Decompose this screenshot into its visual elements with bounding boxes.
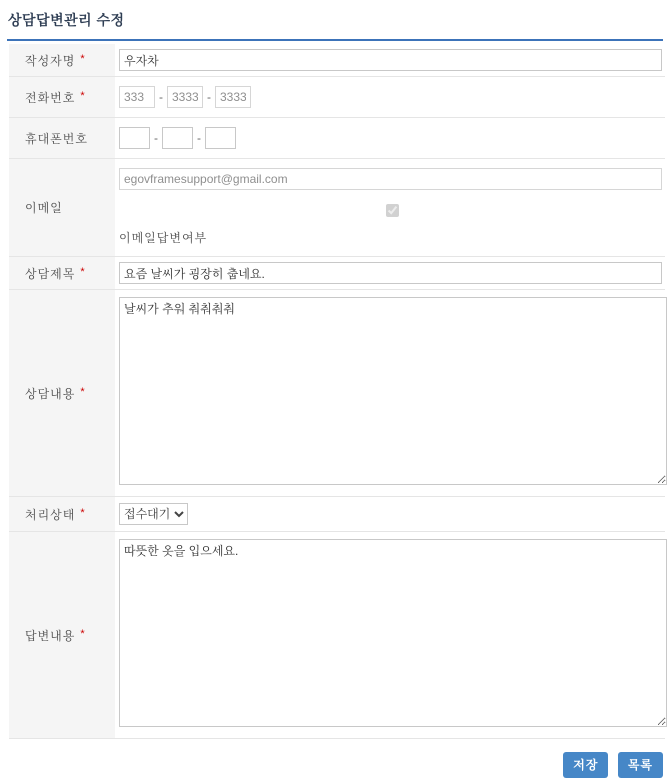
phone-part-3-input[interactable]: [215, 86, 251, 108]
consult-content-label-cell: [9, 290, 115, 496]
process-status-label-cell: [9, 497, 115, 531]
mobile-label-cell: [9, 118, 115, 158]
answer-content-label-cell: [9, 532, 115, 738]
phone-separator: -: [159, 90, 163, 104]
mobile-separator: -: [197, 131, 201, 145]
process-status-select[interactable]: [119, 503, 188, 525]
email-label-cell: [9, 159, 115, 256]
email-input[interactable]: [119, 168, 662, 190]
answer-content-textarea[interactable]: [119, 539, 667, 727]
row-phone-number: [9, 77, 665, 118]
required-mark: *: [80, 628, 86, 640]
subject-value-cell: [115, 257, 665, 289]
phone-value-cell: [115, 77, 665, 117]
consult-content-value-cell: [115, 290, 667, 496]
required-mark: *: [80, 386, 86, 398]
answer-content-label: 답변내용: [25, 628, 76, 643]
page-title: 상담답변관리 수정: [8, 12, 125, 28]
email-reply-checkbox-line: [119, 201, 665, 220]
row-consult-content: [9, 290, 665, 497]
writer-name-value-cell: [115, 44, 665, 76]
answer-content-value-cell: [115, 532, 667, 738]
phone-part-1-input[interactable]: [119, 86, 155, 108]
email-reply-label: 이메일답변여부: [119, 231, 208, 245]
phone-label-cell: [9, 77, 115, 117]
row-process-status: [9, 497, 665, 532]
process-status-label: 처리상태: [25, 507, 76, 522]
required-mark: *: [80, 53, 86, 65]
phone-separator: -: [207, 90, 211, 104]
writer-name-label: 작성자명: [25, 53, 76, 68]
mobile-value-cell: [115, 118, 665, 158]
row-writer-name: [9, 44, 665, 77]
process-status-value-cell: [115, 497, 665, 531]
button-bar: [7, 752, 663, 778]
edit-form: [9, 44, 665, 739]
email-label: 이메일: [25, 201, 63, 215]
email-reply-checkbox: [386, 204, 399, 217]
writer-name-input[interactable]: [119, 49, 662, 71]
list-button[interactable]: 목록: [618, 752, 663, 778]
mobile-part-3-input[interactable]: [205, 127, 236, 149]
title-underline: [7, 39, 663, 41]
required-mark: *: [80, 90, 86, 102]
subject-label: 상담제목: [25, 266, 76, 281]
required-mark: *: [80, 266, 86, 278]
row-mobile-number: [9, 118, 665, 159]
mobile-part-2-input[interactable]: [162, 127, 193, 149]
writer-name-label-cell: [9, 44, 115, 76]
subject-input[interactable]: [119, 262, 662, 284]
subject-label-cell: [9, 257, 115, 289]
mobile-separator: -: [154, 131, 158, 145]
row-email: [9, 159, 665, 257]
email-value-cell: [115, 159, 665, 256]
phone-label: 전화번호: [25, 90, 76, 105]
phone-part-2-input[interactable]: [167, 86, 203, 108]
consult-content-textarea[interactable]: [119, 297, 667, 485]
mobile-part-1-input[interactable]: [119, 127, 150, 149]
consult-content-label: 상담내용: [25, 386, 76, 401]
mobile-label: 휴대폰번호: [25, 131, 88, 146]
row-subject: [9, 257, 665, 290]
save-button[interactable]: 저장: [563, 752, 608, 778]
row-answer-content: [9, 532, 665, 739]
required-mark: *: [80, 507, 86, 519]
